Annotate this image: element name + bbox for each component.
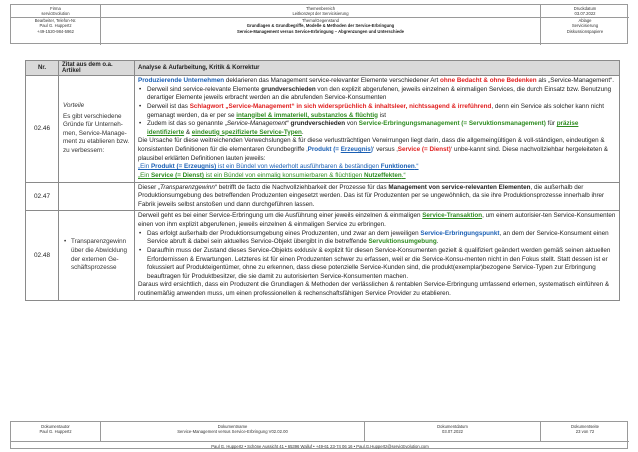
header-divider	[11, 17, 629, 18]
ablage-label: Ablage	[578, 17, 592, 23]
thema-label: Thema/Gegenstand	[301, 17, 339, 23]
zitat-cell	[59, 182, 135, 211]
bullet-item: • Zudem ist das so genannte „Service-Management“ grundverschieden von Service-Erbringungsmanagement (= Servuktionsmanagement) für präzise identifizierte & eindeutig spezifizierte Service-Typen.	[138, 120, 616, 137]
header-col-thema	[101, 5, 541, 45]
bearbeiter-phone: +49-1520-984-5962	[37, 28, 74, 34]
zitat-line: men, Service-Manage-	[63, 129, 127, 137]
footer-name	[101, 422, 365, 441]
header-col-druck	[541, 5, 629, 45]
zitat-cell	[59, 76, 135, 183]
analyse-paragraph: Dieser „Transparenzgewinn“ betrifft de facto die Nachvollziehbarkeit der Prozesse für das Management von service-relevanten Elementen, die außerhalb der Produktionsumgebung des betreffenden Produzenten eingesetzt werden. Das ist für Produzenten per se ungewöhnlich, da sie ihre Produktionsprozesse innerhalb ihrer Fabrik jeweils selbst anstoßen und dann durchgeführen lassen.	[138, 183, 605, 208]
footer-address: Paul G. Huppertz • Schöne Aussicht 41 • 65396 Walluf • +49-61 23-74 06 16 • Paul.G.Huppertz@servicEvolution.com	[11, 441, 629, 450]
bullet-item: • Das erfolgt außerhalb der Produktionsumgebung eines Produzenten, und zwar an dem jeweiligen Service-Erbringungspunkt, an dem der Service-Konsument einen Service abruft & dabei sein aktuelles Service-Objekt übergibt in die betreffende Servuktionsumgebung.	[138, 230, 616, 247]
seite-label: Dokumentseite	[571, 424, 599, 429]
autor-label: Dokumentautor	[41, 424, 70, 429]
ablage-value-1: Servicisierung	[571, 23, 599, 29]
analyse-paragraph: Die Ursache für diese weitreichenden Verwechslungen & für diese verlustträchtigen Verwirrungen liegt darin, dass die allgemeingültigen & voll-ständigen, eindeutigen & konsistenten Definitionen für die elementaren Grundbegriffe ‚Produkt (= Erzeugnis)‘ versus ‚Service (= Dienst)‘ unbe-kannt sind. Diese nachvollziehbar hergeleiteten & plausibel erklärten Definitionen lauten jeweils:	[138, 137, 608, 162]
row-number: 02.47	[26, 182, 59, 211]
footer-datum	[365, 422, 541, 441]
analyse-paragraph: Daraus wird ersichtlich, dass ein Produzent die Grundlagen & Methoden der verlässlichen & rentablen Service-Erbringung umfassend erlernen, systematisch einführen & routinemäßig anwenden muss, um einen professionellen & rechenschaftsfähigen Service Provider zu etablieren.	[138, 281, 610, 297]
row-number: 02.48	[26, 211, 59, 300]
table-row	[26, 76, 620, 183]
firma-value: servicEvolution	[41, 11, 70, 17]
analyse-cell	[135, 76, 620, 183]
definition-product: „Ein Produkt (= Erzeugnis) ist ein Bündel von wiederholt ausführbaren & beständigen Funktionen.“	[138, 163, 419, 171]
zitat-bullet: • Transparenzgewinn über die Abwicklung der externen Ge- schäftsprozesse	[63, 238, 130, 272]
bullet-item: • Daraufhin muss der Zustand dieses Service-Objekts exklusiv & explizit für diesen Service-Konsumenten gezielt & qualifiziert geändert werden gemäß seinen aktuellen Erfordernissen & Erwartungen. Letzteres ist für einen Produzenten schwer zu erfassen, weil er die Service-Konsu-menten nicht in den Fokus stellt. Statt dessen ist er fokussiert auf Produkteigentümer, ohne zu erkennen, dass diese potenzielle Service-Kunden sind, die produkt(exemplar)bezogene Service-Typen zur Erbringung beauftragen für Produktbesitzer, die sie damit zu autorisierten Service-Konsumenten machen.	[138, 247, 616, 282]
zitat-cell	[59, 211, 135, 300]
col-header-zitat: Zitat aus dem o.a. Artikel	[59, 61, 135, 76]
themenbereich-value: Leitkonzept der Servicisierung	[292, 11, 349, 17]
thema-line-2: Service-Management versus Service-Erbringung – Abgrenzungen und Unterschiede	[237, 28, 404, 34]
druckdatum-value: 03.07.2022	[574, 11, 596, 17]
datum-value: 03.07.2022	[442, 429, 463, 435]
zitat-line: Gründe für Unterneh-	[63, 121, 123, 129]
table-header-row	[26, 61, 620, 76]
ablage-value-2: Diskussionspapiere	[566, 28, 604, 34]
bullet-item: • Derweil sind service-relevante Elemente grundverschieden von den explizit abgerufenen, jeweils einzelnen & einmaligen Services, die durch Einsatz bzw. Benutzung derartiger Elemente jeweils erbracht werden an die abrufenden Service-Konsumenten	[138, 86, 616, 103]
col-header-analyse: Analyse & Aufarbeitung, Kritik & Korrektur	[135, 61, 620, 76]
table-row	[26, 211, 620, 300]
zitat-line: zu verbessern:	[63, 146, 105, 154]
analyse-paragraph: Derweil geht es bei einer Service-Erbringung um die Ausführung einer jeweils einzelnen & einmaligen Service-Transaktion, um einem autorisier-ten Service-Konsumenten einen von ihm explizit abgerufenen, jeweils einzelnen & einmaligen Service zu erbringen.	[138, 212, 616, 228]
analysis-table	[25, 60, 620, 301]
name-label: Dokumentname	[217, 424, 248, 429]
autor-value: Paul G. Huppertz	[39, 429, 72, 435]
zitat-title: Vorteile	[63, 101, 85, 109]
col-header-nr: Nr.	[26, 61, 59, 76]
datum-label: Dokumentdatum	[437, 424, 468, 429]
analyse-cell	[135, 211, 620, 300]
thema-line-1: Grundlagen & Grundbegriffe, Modelle & Methoden der Service-Erbringung	[246, 23, 395, 29]
name-value: Service-Management versus Service-Erbringung V02.02.00	[177, 429, 288, 435]
analyse-paragraph: Produzierende Unternehmen deklarieren das Management service-relevanter Elemente verschiedener Art ohne Bedacht & ohne Bedenken als „Service-Management“.	[138, 77, 614, 84]
header-col-firma	[11, 5, 101, 45]
zitat-line: Es gibt verschiedene	[63, 112, 122, 120]
bearbeiter-label: Bearbeiter, Telefon-Nr.	[34, 17, 77, 23]
document-header	[10, 4, 628, 44]
firma-label: Firma	[50, 6, 61, 11]
table-row	[26, 182, 620, 211]
footer-autor	[11, 422, 101, 441]
footer-seite	[541, 422, 629, 441]
analyse-cell	[135, 182, 620, 211]
definition-service: „Ein Service (= Dienst) ist ein Bündel von einmalig konsumierbaren & flüchtigen Nutzeffekten.“	[138, 171, 406, 179]
bearbeiter-name: Paul G. Huppertz	[39, 23, 72, 29]
row-number: 02.46	[26, 76, 59, 183]
druckdatum-label: Druckdatum	[573, 6, 597, 11]
zitat-line: ment zu etablieren bzw.	[63, 138, 130, 146]
seite-value: 23 von 72	[575, 429, 595, 435]
bullet-item: • Derweil ist das Schlagwort „Service-Management“ in sich widersprüchlich & inhaltsleer, nichtssagend & irreführend, denn ein Service als solcher kann nicht gemanagt werden, da er per se intangibel & immateriell, substanzlos & flüchtig ist	[138, 103, 616, 120]
document-footer	[10, 421, 628, 449]
themenbereich-label: Themenbereich	[305, 6, 336, 11]
